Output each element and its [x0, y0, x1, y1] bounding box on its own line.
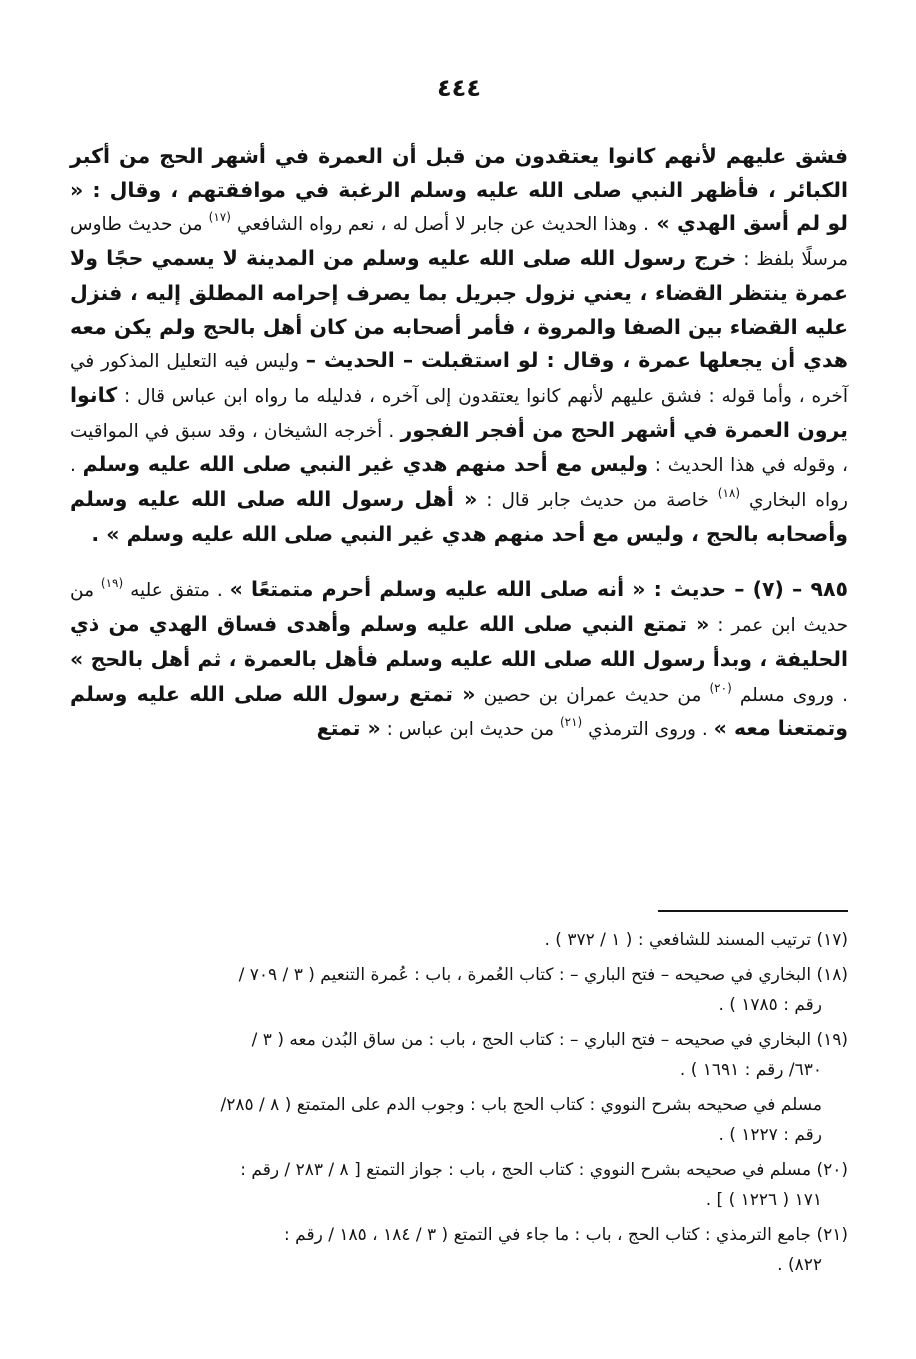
footnote: [70, 1090, 848, 1151]
commentary-text: . وهذا الحديث عن جابر لا أصل له ، نعم رواه الشافعي: [230, 214, 650, 236]
commentary-text: خاصة من حديث جابر قال :: [477, 490, 718, 512]
footnote: [70, 960, 848, 1021]
footnote: [70, 1155, 848, 1216]
quoted-text: وليس مع أحد منهم هدي غير النبي صلى الله عليه وسلم: [82, 452, 649, 477]
footnote-ref: (١٨): [717, 486, 741, 501]
quoted-text: « تمتع رسول الله صلى الله عليه وسلم وتمتعنا معه »: [70, 681, 848, 741]
footnote: [70, 1025, 848, 1086]
quoted-text: خرج رسول الله صلى الله عليه وسلم من المدينة لا يسمي حجًا ولا عمرة ينتظر القضاء ، يعني نزول جبريل بما يصرف إحرامه المطلق إليه ، فنزل عليه القضاء بين الصفا والمروة ، فأمر أصحابه من كان أهل بالحج ولم يكن معه هدي أن يجعلها عمرة ، وقال : لو استقبلت – الحديث –: [70, 246, 849, 373]
footnote-continuation: رقم : ١٢٢٧ ) .: [718, 1125, 822, 1145]
quoted-text: ٩٨٥ – (٧) – حديث : « أنه صلى الله عليه وسلم أحرم متمتعًا »: [229, 577, 848, 602]
book-page: [70, 0, 848, 1359]
commentary-text: . وروى الترمذي: [582, 719, 714, 741]
footnote-ref: (١٧): [208, 210, 231, 225]
footnote-line: (٢١) جامع الترمذي : كتاب الحج ، باب : ما جاء في التمتع ( ٣ / ١٨٤ ، ١٨٥ / رقم :: [284, 1224, 848, 1245]
commentary-text: . متفق عليه: [123, 580, 230, 602]
footnote-ref: (٢١): [559, 715, 583, 730]
footnote-ref: (١٩): [100, 576, 124, 591]
commentary-text: . رواه البخاري: [70, 455, 848, 512]
commentary-text: من حديث طاوس مرسلًا بلفظ :: [70, 214, 848, 271]
footnote-line: (١٩) البخاري في صحيحه – فتح الباري – : كتاب الحج ، باب : من ساق البُدن معه ( ٣ /: [251, 1029, 848, 1050]
paragraph-2: [70, 573, 848, 747]
footnote-continuation: ٦٣٠/ رقم : ١٦٩١ ) .: [679, 1060, 822, 1080]
footnote-line: (٢٠) مسلم في صحيحه بشرح النووي : كتاب الحج ، باب : جواز التمتع [ ٨ / ٢٨٣ / رقم :: [240, 1159, 848, 1180]
quoted-text: « تمتع: [316, 716, 381, 741]
main-text: [70, 140, 848, 747]
commentary-text: من حديث ابن عباس :: [380, 719, 560, 741]
quoted-text: « أهل رسول الله صلى الله عليه وسلم وأصحابه بالحج ، وليس مع أحد منهم هدي غير النبي صلى الله عليه وسلم » .: [70, 487, 848, 546]
footnotes: [70, 925, 848, 1285]
commentary-text: من حديث ابن عمر :: [70, 580, 849, 637]
footnote-continuation: ٨٢٢) .: [777, 1255, 822, 1275]
paragraph-1: [70, 140, 848, 551]
commentary-text: وليس فيه التعليل المذكور في آخره ، وأما قوله : فشق عليهم لأنهم كانوا يعتقدون إلى آخره ، فدليله ما رواه ابن عباس قال :: [70, 351, 848, 407]
commentary-text: . أخرجه الشيخان ، وقد سبق في المواقيت ، وقوله في هذا الحديث :: [70, 420, 849, 477]
footnote-continuation: ١٧١ ( ١٢٢٦ ) ] .: [705, 1190, 822, 1210]
footnote: [70, 1220, 848, 1281]
commentary-text: . وروى مسلم: [731, 684, 849, 706]
footnote-line: (١٨) البخاري في صحيحه – فتح الباري – : كتاب العُمرة ، باب : عُمرة التنعيم ( ٣ / ٧٠٩ /: [238, 964, 848, 985]
quoted-text: كانوا يرون العمرة في أشهر الحج من أفجر الفجور: [70, 382, 848, 442]
quoted-text: « تمتع النبي صلى الله عليه وسلم وأهدى فساق الهدي من ذي الحليفة ، وبدأ رسول الله صلى الله عليه وسلم فأهل بالعمرة ، ثم أهل بالحج »: [70, 612, 848, 671]
footnote-separator: [658, 910, 848, 912]
footnote: [70, 925, 848, 956]
footnote-continuation: رقم : ١٧٨٥ ) .: [718, 995, 822, 1015]
footnote-line: مسلم في صحيحه بشرح النووي : كتاب الحج باب : وجوب الدم على المتمتع ( ٨ / ٢٨٥/: [220, 1094, 822, 1115]
commentary-text: من حديث عمران بن حصين: [475, 684, 710, 706]
footnote-ref: (٢٠): [709, 680, 732, 695]
footnote-line: (١٧) ترتيب المسند للشافعي : ( ١ / ٣٧٢ ) .: [544, 930, 848, 950]
quoted-text: فشق عليهم لأنهم كانوا يعتقدون من قبل أن العمرة في أشهر الحج من أكبر الكبائر ، فأظهر النبي صلى الله عليه وسلم الرغبة في موافقتهم ، وقال : « لو لم أسق الهدي »: [70, 144, 848, 236]
page-number: ٤٤٤: [437, 74, 481, 102]
